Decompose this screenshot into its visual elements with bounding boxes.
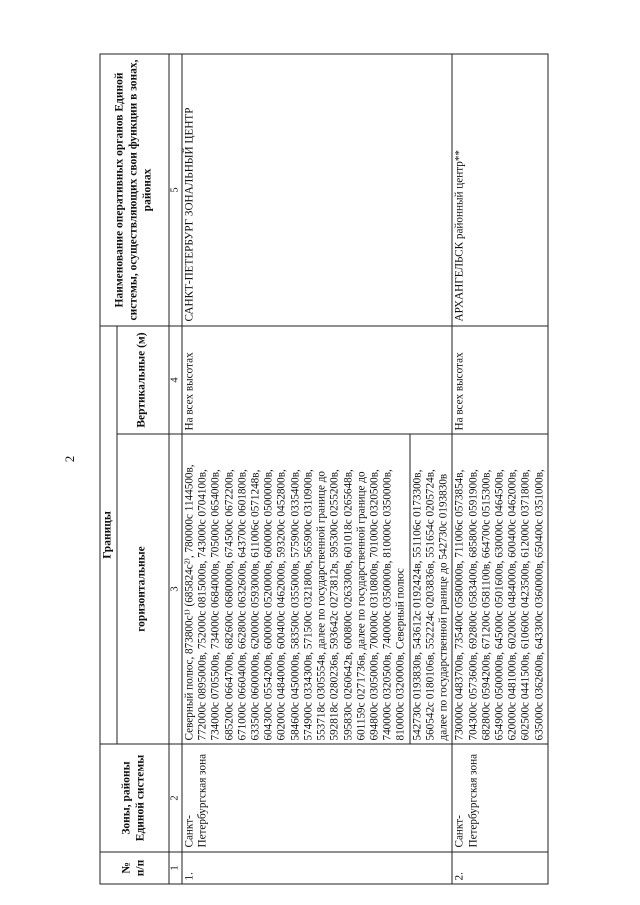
- header-horizontal: горизонтальные: [117, 434, 169, 744]
- index-cell: 4: [169, 325, 182, 433]
- horizontal-bounds: [182, 434, 452, 744]
- coord-line: 604300с 0554200в, 600000с 0520000в, 600000с 0500000в,: [262, 468, 275, 740]
- coord-line: 560542с 0180106в, 552224с 0203836в, 551654с 0205724в,: [424, 468, 437, 740]
- coord-line: 602500с 0441500в, 610600с 0423500в, 612000с 0371800в,: [519, 468, 532, 740]
- vertical-bounds: На всех высотах: [182, 325, 452, 433]
- index-cell: 5: [169, 53, 182, 325]
- coord-line: 810000с 0320000в, Северный полюс: [394, 567, 407, 740]
- header-bounds: Границы: [100, 325, 117, 743]
- header-zone: Зоны, районы Единой системы: [100, 744, 169, 852]
- index-cell: 2: [169, 744, 182, 852]
- coord-line: 592818с 0280236в, 593642с 0273812в, 595300с 0255200в,: [328, 468, 341, 740]
- table-row: [182, 53, 452, 883]
- coord-line: 601159с 0271736в, далее по государственной границе до: [355, 470, 368, 740]
- header-org: Наименование оперативных органов Единой системы, осуществляющих свои функции в зонах, районах: [100, 53, 169, 325]
- header-vertical: Вертикальные (м): [117, 325, 169, 433]
- row-number: 2.: [452, 852, 548, 884]
- operational-body: АРХАНГЕЛЬСК районный центр**: [452, 53, 548, 325]
- coord-line: 595830с 0260642в, 600800с 0263300в, 601018с 0265648в,: [342, 468, 355, 740]
- table-row: [452, 53, 548, 883]
- coord-line: 633500с 0600000в, 620000с 0593000в, 611006с 0571248в,: [249, 469, 262, 740]
- exclave-bounds: [409, 434, 451, 743]
- row-number: 1.: [182, 852, 452, 884]
- coord-line: 542730с 0193830в, 543612с 0192424в, 551106с 0173300в,: [411, 469, 424, 740]
- index-cell: 1: [169, 852, 182, 884]
- header-row-1: [100, 53, 117, 883]
- coord-line: 740000с 0320500в, 740000с 0350000в, 810000с 0350000в,: [381, 468, 394, 740]
- coord-line: Северный полюс, 873800с¹⁾ (685824с²⁾, 780000с 1144500в,: [183, 463, 196, 740]
- vertical-bounds: На всех высотах: [452, 325, 548, 433]
- zone-name: Санкт-Петербургская зона: [452, 744, 548, 852]
- coord-line: 694800с 0305000в, 700000с 0310800в, 701000с 0320500в,: [368, 468, 381, 740]
- coord-line: 704300с 0573600в, 692800с 0583400в, 685800с 0591900в,: [467, 468, 480, 740]
- rotated-table-wrapper: [100, 54, 615, 884]
- coord-line: далее по государственной границе до 542730с 0193830в: [437, 473, 450, 740]
- coord-line: 772000с 0895000в, 752000с 0815000в, 743000с 0704100в,: [196, 468, 209, 740]
- coord-line: 685200с 0664700в, 682600с 0680000в, 674500с 0672200в,: [223, 468, 236, 740]
- horizontal-bounds: [452, 434, 548, 744]
- coord-line: 584600с 0450000в, 583500с 0355000в, 575900с 0335400в,: [289, 468, 302, 740]
- page-number: 2: [62, 455, 77, 463]
- zone-name: Санкт-Петербургская зона: [182, 744, 452, 852]
- coord-line: 682800с 0594200в, 671200с 0581100в, 664700с 0515300в,: [480, 469, 493, 740]
- coord-line: 671000с 0660400в, 662800с 0632600в, 643700с 0601800в,: [236, 468, 249, 740]
- coord-line: 602000с 0484000в, 600400с 0462000в, 593200с 0452800в,: [275, 468, 288, 740]
- coord-line: 574900с 0334300в, 571500с 0321800в, 565900с 0310900в,: [302, 468, 315, 740]
- index-cell: 3: [169, 434, 182, 744]
- coord-line: 620000с 0481000в, 602000с 0484000в, 600400с 0462000в,: [506, 468, 519, 740]
- index-row: [169, 53, 182, 883]
- coord-line: 734000с 0705500в, 734000с 0684000в, 705000с 0654000в,: [209, 468, 222, 740]
- operational-body: САНКТ-ПЕТЕРБУРГ ЗОНАЛЬНЫЙ ЦЕНТР: [182, 53, 452, 325]
- coord-line: 553718с 0305554в, далее по государственной границе до: [315, 470, 328, 740]
- boundaries-table: [100, 53, 549, 884]
- header-num: № п/п: [100, 852, 169, 884]
- coord-line: 654900с 0500000в, 645000с 0501600в, 630000с 0464500в,: [493, 468, 506, 740]
- coord-line: 730000с 0483700в, 735400с 0580000в, 711006с 0573854в,: [453, 469, 466, 740]
- coord-line: 635000с 0362600в, 643300с 0360000в, 650400с 0351000в,: [533, 468, 546, 740]
